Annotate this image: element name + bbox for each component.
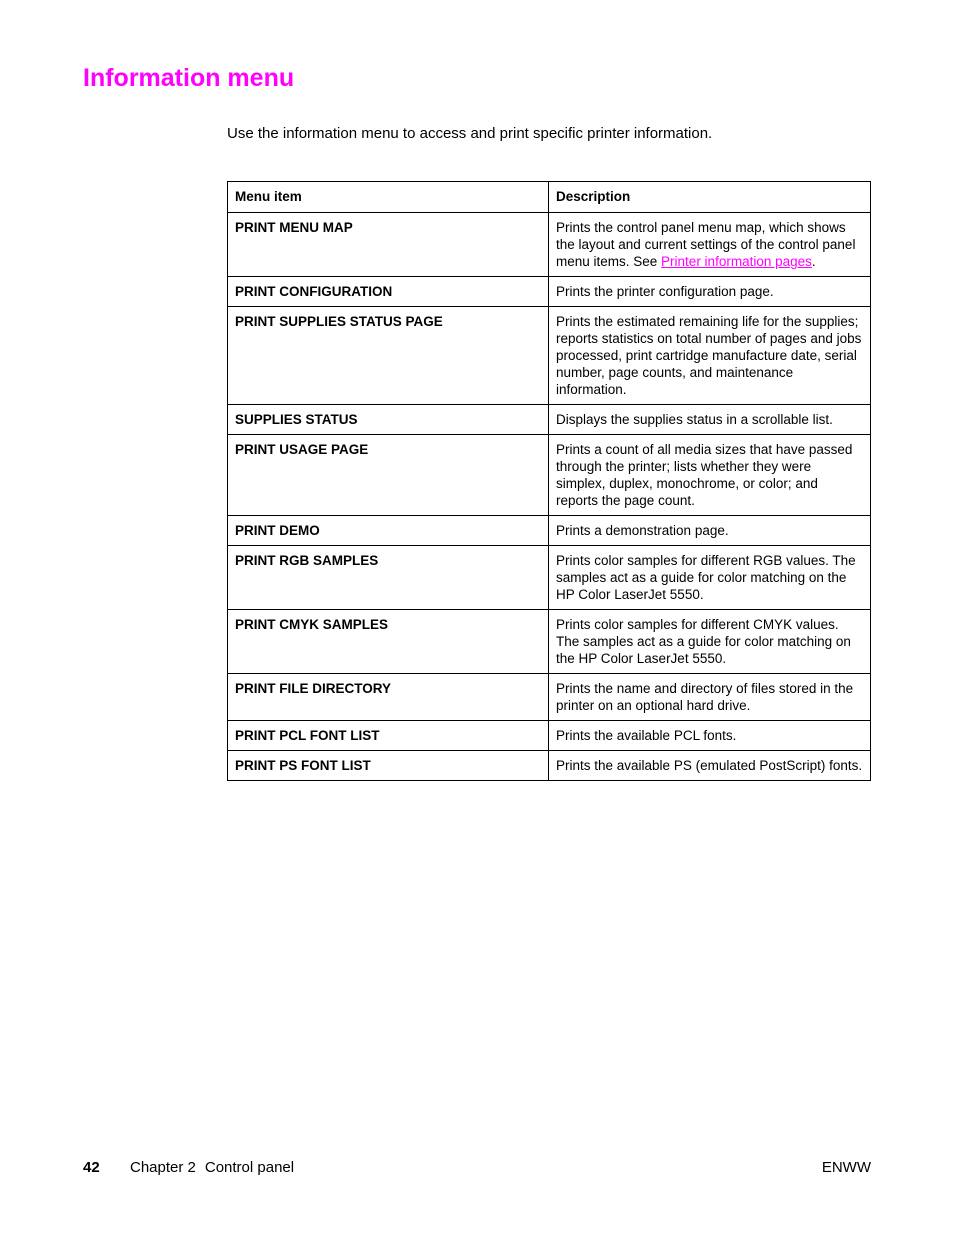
table-row — [228, 610, 871, 674]
table-row — [228, 405, 871, 435]
menu-item-cell: PRINT USAGE PAGE — [228, 435, 549, 516]
table-row — [228, 751, 871, 781]
printer-information-pages-link[interactable]: Printer information pages — [661, 254, 812, 269]
description-text: Prints the control panel menu map, which shows the layout and current settings of the control panel menu items. See — [556, 220, 856, 269]
description-cell: Prints color samples for different RGB values. The samples act as a guide for color matching on the HP Color LaserJet 5550. — [549, 546, 871, 610]
menu-item-cell: PRINT DEMO — [228, 516, 549, 546]
table-row — [228, 516, 871, 546]
menu-item-cell: PRINT CONFIGURATION — [228, 277, 549, 307]
footer-chapter — [130, 1158, 294, 1178]
table-row — [228, 213, 871, 277]
menu-item-cell: PRINT CMYK SAMPLES — [228, 610, 549, 674]
description-text-end: . — [811, 254, 816, 269]
menu-item-cell: PRINT MENU MAP — [228, 213, 549, 277]
footer-page-number: 42 — [83, 1159, 100, 1176]
footer-section-label: Control panel — [204, 1159, 295, 1176]
description-cell: Prints the name and directory of files stored in the printer on an optional hard drive. — [549, 674, 871, 721]
description-cell: Prints a demonstration page. — [549, 516, 871, 546]
table-row — [228, 674, 871, 721]
description-cell: Prints the available PCL fonts. — [549, 721, 871, 751]
page-title: Information menu — [83, 64, 295, 92]
table-row — [228, 277, 871, 307]
description-cell — [549, 213, 871, 277]
menu-item-cell: PRINT RGB SAMPLES — [228, 546, 549, 610]
description-cell: Prints the available PS (emulated PostScript) fonts. — [549, 751, 871, 781]
column-header-description: Description — [549, 182, 871, 213]
description-cell: Prints color samples for different CMYK values. The samples act as a guide for color matching on the HP Color LaserJet 5550. — [549, 610, 871, 674]
footer-enww: ENWW — [821, 1159, 871, 1176]
menu-item-cell: SUPPLIES STATUS — [228, 405, 549, 435]
information-menu-table — [227, 181, 871, 781]
menu-item-cell: PRINT SUPPLIES STATUS PAGE — [228, 307, 549, 405]
table-row — [228, 721, 871, 751]
table-row — [228, 307, 871, 405]
footer-chapter-label: Chapter 2 — [130, 1159, 196, 1176]
menu-item-cell: PRINT FILE DIRECTORY — [228, 674, 549, 721]
description-cell: Displays the supplies status in a scrollable list. — [549, 405, 871, 435]
description-cell: Prints the printer configuration page. — [549, 277, 871, 307]
table-row — [228, 546, 871, 610]
menu-item-cell: PRINT PS FONT LIST — [228, 751, 549, 781]
menu-item-cell: PRINT PCL FONT LIST — [228, 721, 549, 751]
table-header-row — [228, 182, 871, 213]
intro-paragraph: Use the information menu to access and print specific printer information. — [227, 125, 713, 142]
description-cell: Prints the estimated remaining life for the supplies; reports statistics on total number of pages and jobs processed, print cartridge manufacture date, serial number, page counts, and maintenance information. — [549, 307, 871, 405]
table-row — [228, 435, 871, 516]
description-cell: Prints a count of all media sizes that have passed through the printer; lists whether they were simplex, duplex, monochrome, or color; and reports the page count. — [549, 435, 871, 516]
column-header-menu-item: Menu item — [228, 182, 549, 213]
